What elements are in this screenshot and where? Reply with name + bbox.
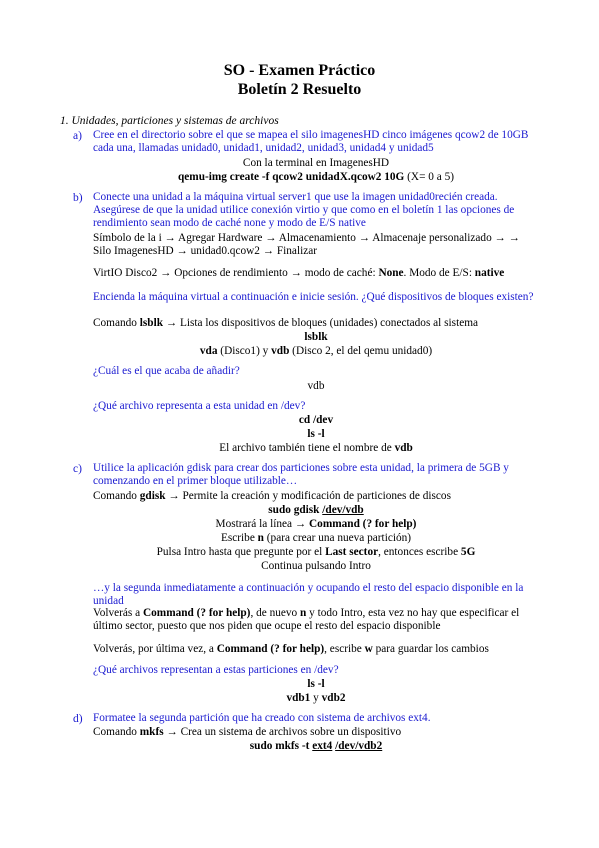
item-c-escribe-post: (para crear una nueva partición) xyxy=(263,532,412,544)
document-title: SO - Examen Práctico xyxy=(223,62,376,79)
item-b-answer-2-pre: VirtIO Disco2 → Opciones de rendimiento → modo de caché: xyxy=(93,267,379,279)
item-b-io-native: native xyxy=(474,267,505,279)
item-b-answer-4-pre: El archivo también tiene el nombre de xyxy=(219,442,395,454)
item-c-ultima-command: Command (? for help) xyxy=(216,643,325,655)
item-c-sudo-gdisk xyxy=(93,504,539,517)
item-c-dev-vdb: /dev/vdb xyxy=(322,504,364,516)
item-c-n: n xyxy=(257,532,264,544)
item-d-label: d) xyxy=(73,713,83,725)
item-c-volveras-mid: , de nuevo xyxy=(250,607,301,619)
item-c-command-help: Command (? for help) xyxy=(309,518,417,530)
item-b-cache-none: None xyxy=(378,267,404,279)
item-d-question: Formatee la segunda partición que ha creado con sistema de archivos ext4. xyxy=(93,712,431,724)
item-c-volveras-command: Command (? for help) xyxy=(143,607,251,619)
item-c-vdb2: vdb2 xyxy=(321,692,346,704)
item-c-command-desc xyxy=(93,490,539,503)
item-c-pulsa xyxy=(93,546,539,559)
item-d-ext4: ext4 xyxy=(312,740,333,752)
item-b-answer-2 xyxy=(93,267,539,280)
item-b-question-3: ¿Cuál es el que acaba de añadir? xyxy=(93,365,240,377)
item-c-mostrara xyxy=(93,518,539,531)
item-c-volveras-post: y todo Intro, esta vez no hay que especificar el último sector, puesto que nos piden que ocupe el resto del espacio disponible xyxy=(93,607,520,633)
item-c-question-3: ¿Qué archivos representan a estas particiones en /dev? xyxy=(93,664,339,676)
item-c-mostrara-pre: Mostrará la línea → xyxy=(215,518,310,530)
item-b-command-desc xyxy=(93,317,539,330)
item-b-lsblk: lsblk xyxy=(304,331,328,343)
item-d-cmd-desc: → Crea un sistema de archivos sobre un dispositivo xyxy=(163,726,402,738)
item-b-answer-4 xyxy=(93,442,539,455)
item-a-command: qemu-img create -f qcow2 unidadX.qcow2 10G xyxy=(177,171,405,183)
item-c-partitions xyxy=(93,692,539,705)
item-b-cmd-pre: Comando xyxy=(93,317,140,329)
item-c-w: w xyxy=(364,643,373,655)
item-a-command-line xyxy=(93,171,539,184)
item-c-sudo-gdisk-cmd: sudo gdisk xyxy=(268,504,323,516)
item-c-y: y xyxy=(310,692,322,704)
item-c-pulsa-pre: Pulsa Intro hasta que pregunte por el xyxy=(156,546,326,558)
item-c-volveras-pre: Volverás a xyxy=(93,607,143,619)
item-b-cmd-desc: → Lista los dispositivos de bloques (unidades) conectados al sistema xyxy=(163,317,479,329)
item-c-question-2: …y la segunda inmediatamente a continuación y ocupando el resto del espacio disponible en la unidad xyxy=(93,582,524,608)
item-d-cmd-mkfs: mkfs xyxy=(139,726,164,738)
item-a-question: Cree en el directorio sobre el que se mapea el silo imagenesHD cinco imágenes qcow2 de 10GB cada una, llamadas unidad0, unidad1, unidad2, unidad3, unidad4 y unidad5 xyxy=(93,129,529,155)
item-b-cd-dev: cd /dev xyxy=(298,414,334,426)
item-c-cmd-desc: → Permite la creación y modificación de particiones de discos xyxy=(165,490,451,502)
item-c-label: c) xyxy=(73,463,82,475)
item-c-cmd-gdisk: gdisk xyxy=(139,490,166,502)
item-c-volveras-n: n xyxy=(300,607,307,619)
item-c-escribe-pre: Escribe xyxy=(220,532,258,544)
item-c-vdb1: vdb1 xyxy=(286,692,311,704)
item-b-answer-1: Símbolo de la i → Agregar Hardware → Almacenamiento → Almacenaje personalizado → → Silo ImagenesHD → unidad0.qcow2 → Finalizar xyxy=(93,232,520,258)
item-d-cmd-pre: Comando xyxy=(93,726,140,738)
item-c-ls-l: ls -l xyxy=(307,678,325,690)
item-a-label: a) xyxy=(73,130,82,142)
item-a-command-suffix: (X= 0 a 5) xyxy=(404,171,455,183)
item-c-volveras xyxy=(93,607,539,633)
item-b-label: b) xyxy=(73,192,83,204)
item-b-answer-2-mid: . Modo de E/S: xyxy=(403,267,475,279)
item-b-question-4: ¿Qué archivo representa a esta unidad en /dev? xyxy=(93,400,306,412)
item-b-vda-desc: (Disco1) y xyxy=(217,345,272,357)
item-a-answer-line: Con la terminal en ImagenesHD xyxy=(242,157,390,169)
item-d-sudo-mkfs-cmd: sudo mkfs -t xyxy=(249,740,313,752)
item-c-question: Utilice la aplicación gdisk para crear dos particiones sobre esta unidad, la primera de 5GB y comenzando en el primer bloque utilizable… xyxy=(93,462,509,488)
document-subtitle: Boletín 2 Resuelto xyxy=(237,81,362,98)
item-b-answer-4-vdb: vdb xyxy=(394,442,413,454)
item-c-pulsa-mid: , entonces escribe xyxy=(378,546,461,558)
item-c-ultima-pre: Volverás, por última vez, a xyxy=(93,643,217,655)
item-c-continua: Continua pulsando Intro xyxy=(261,560,371,572)
item-c-5g: 5G xyxy=(460,546,476,558)
item-b-vdb-desc: (Disco 2, el del qemu unidad0) xyxy=(289,345,433,357)
item-d-dev-vdb2: /dev/vdb2 xyxy=(335,740,383,752)
item-c-last-sector: Last sector xyxy=(325,546,379,558)
item-b-ls-l: ls -l xyxy=(307,428,325,440)
item-c-ultima xyxy=(93,643,539,656)
item-c-ultima-mid: , escribe xyxy=(324,643,365,655)
item-b-devices xyxy=(93,345,539,358)
item-b-vda: vda xyxy=(199,345,218,357)
item-b-cmd-lsblk: lsblk xyxy=(139,317,164,329)
item-b-question-2: Encienda la máquina virtual a continuación e inicie sesión. ¿Qué dispositivos de bloques existen? xyxy=(93,291,534,303)
item-d-sudo-mkfs xyxy=(93,740,539,753)
item-c-cmd-pre: Comando xyxy=(93,490,140,502)
item-c-escribe xyxy=(93,532,539,545)
item-b-vdb: vdb xyxy=(271,345,290,357)
item-b-answer-3: vdb xyxy=(307,380,325,392)
item-d-command-desc xyxy=(93,726,539,739)
item-c-ultima-post: para guardar los cambios xyxy=(372,643,489,655)
section-heading: 1. Unidades, particiones y sistemas de archivos xyxy=(60,115,279,127)
item-b-question: Conecte una unidad a la máquina virtual server1 que use la imagen unidad0recién creada. Asegúrese de que la unidad utilice conexión virtio y que como en el boletín 1 las opciones de rendimiento sean modo de caché none y modo de E/S native xyxy=(93,191,515,230)
